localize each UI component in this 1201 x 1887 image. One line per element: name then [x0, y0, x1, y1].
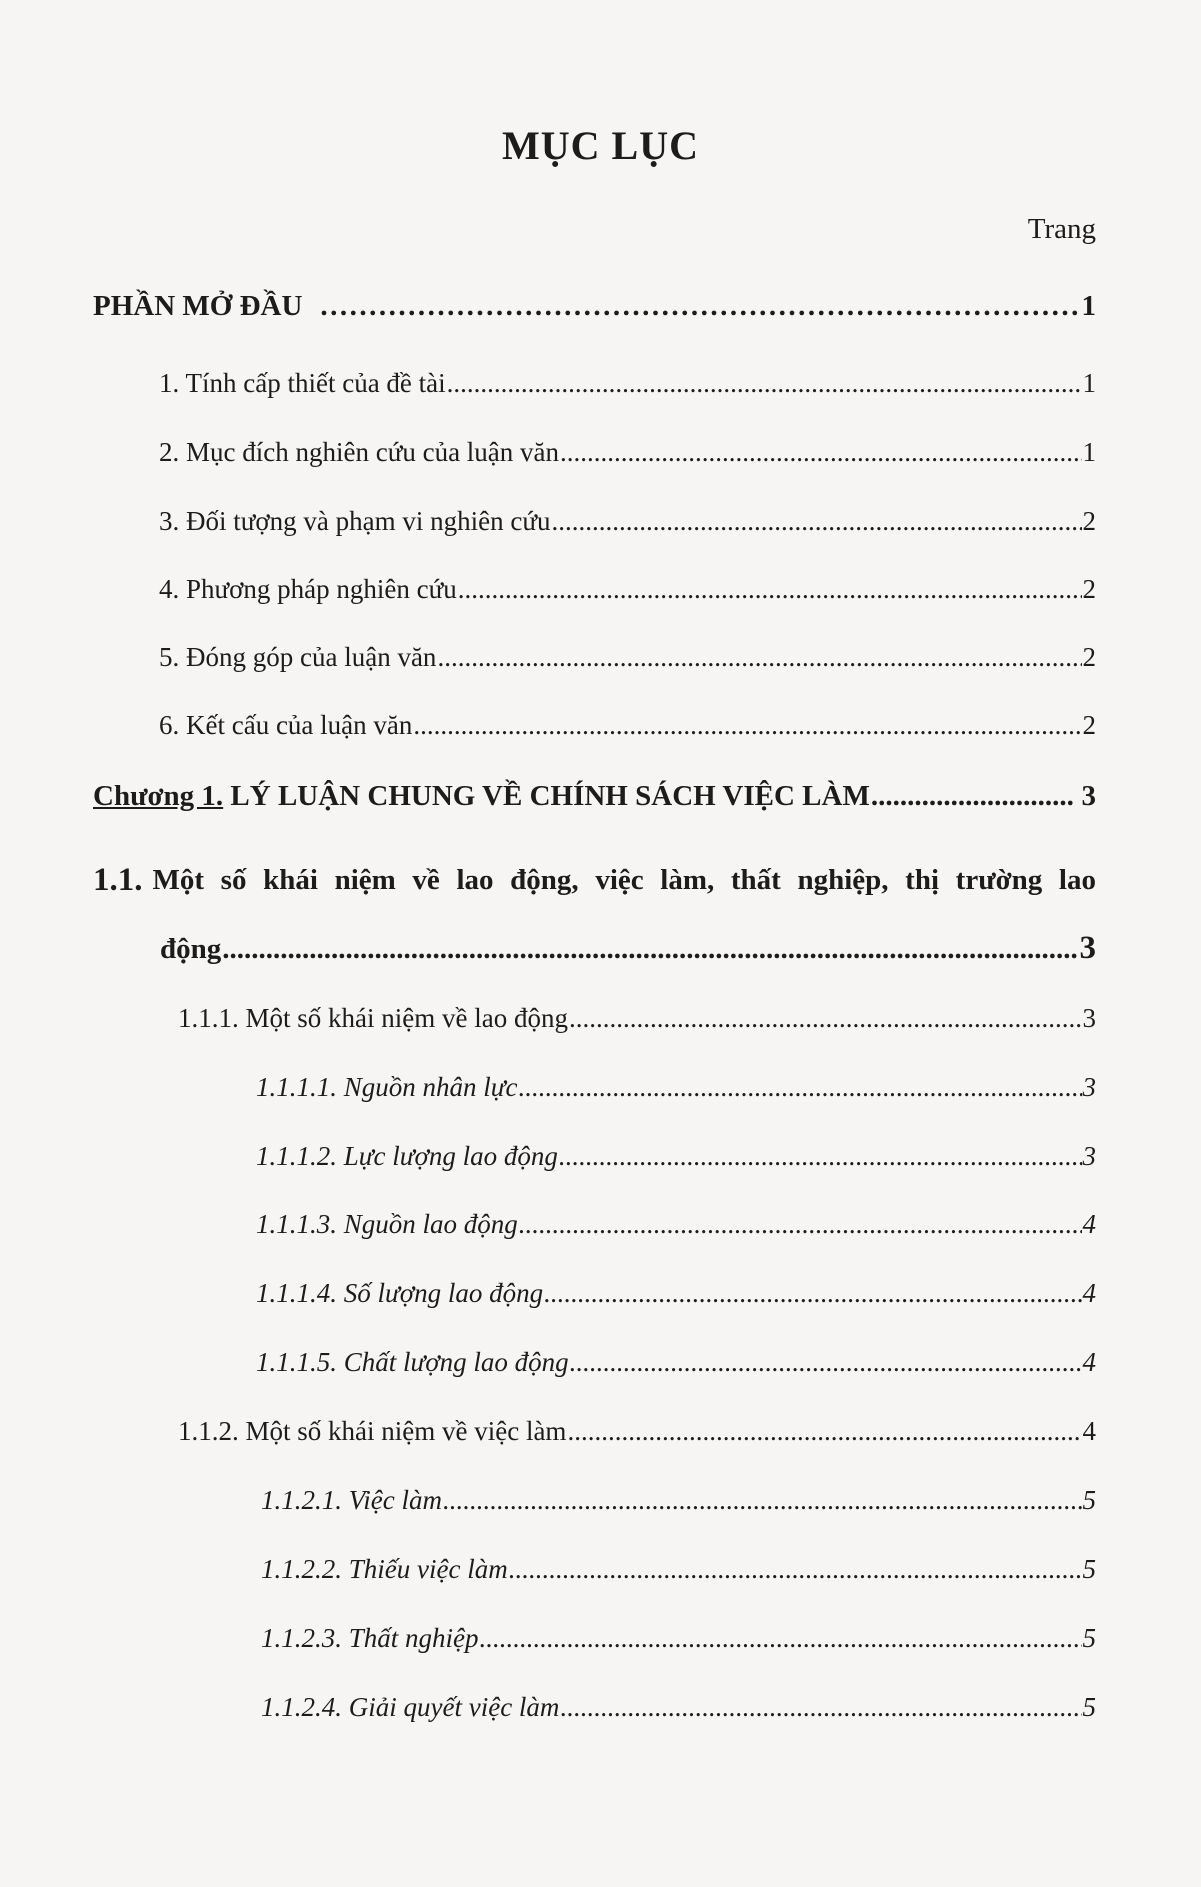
toc-entry-page: 4	[1082, 1209, 1096, 1239]
toc-entry-subsubsection	[261, 1551, 1096, 1587]
toc-entry	[159, 434, 1096, 470]
toc-entry-subsubsection	[256, 1344, 1096, 1380]
leader-dots	[447, 365, 1082, 401]
toc-entry-page: 4	[1082, 1347, 1096, 1377]
toc-entry-page: 2	[1082, 506, 1096, 536]
toc-entry-page: 1	[1082, 437, 1096, 467]
toc-entry-page: 1	[1082, 368, 1096, 398]
toc-entry-label: 1.1.1.1. Nguồn nhân lực	[256, 1072, 518, 1102]
toc-entry-page: 5	[1082, 1692, 1096, 1722]
toc-entry-page: 1	[1081, 290, 1096, 322]
toc-entry-page: 3	[1079, 930, 1096, 966]
toc-entry-page: 4	[1082, 1278, 1096, 1308]
toc-entry-subsubsection	[261, 1689, 1096, 1725]
leader-dots	[560, 434, 1081, 470]
toc-entry-label: 5. Đóng góp của luận văn	[159, 642, 437, 672]
leader-dots	[570, 1344, 1082, 1380]
toc-entry-subsubsection	[256, 1069, 1096, 1105]
toc-entry-label: 1.1.1.5. Chất lượng lao động	[256, 1347, 569, 1377]
toc-entry-page: 5	[1082, 1623, 1096, 1653]
toc-entry-label: 1.1.2. Một số khái niệm về việc làm	[178, 1416, 567, 1446]
leader-dots	[320, 288, 1080, 324]
leader-dots	[560, 1689, 1081, 1725]
toc-entry-label: 1.1.2.1. Việc làm	[261, 1485, 442, 1515]
toc-entry-label: 1.1.2.4. Giải quyết việc làm	[261, 1692, 560, 1722]
section-number: 1.1.	[93, 862, 143, 898]
toc-entry-subsubsection	[261, 1620, 1096, 1656]
leader-dots	[437, 639, 1081, 675]
leader-dots	[222, 929, 1078, 969]
toc-entry-label: 1. Tính cấp thiết của đề tài	[159, 368, 446, 398]
toc-entry-label: 1.1.1.3. Nguồn lao động	[256, 1209, 518, 1239]
leader-dots	[552, 503, 1082, 539]
toc-entry-label: 4. Phương pháp nghiên cứu	[159, 574, 457, 604]
toc-entry	[159, 707, 1096, 743]
toc-entry	[159, 571, 1096, 607]
toc-entry	[159, 639, 1096, 675]
toc-entry-page: 2	[1082, 710, 1096, 740]
toc-entry-label: 1.1.1. Một số khái niệm về lao động	[178, 1003, 568, 1033]
chapter-prefix: Chương 1.	[93, 780, 224, 812]
toc-entry-page: 3	[1081, 780, 1096, 812]
toc-entry-page: 4	[1082, 1416, 1096, 1446]
toc-entry-label: 2. Mục đích nghiên cứu của luận văn	[159, 437, 560, 467]
chapter-title: LÝ LUẬN CHUNG VỀ CHÍNH SÁCH VIỆC LÀM	[230, 780, 870, 812]
leader-dots	[480, 1620, 1082, 1656]
toc-entry-page: 5	[1082, 1485, 1096, 1515]
toc-entry-page: 2	[1082, 642, 1096, 672]
leader-dots	[567, 1413, 1081, 1449]
toc-entry-label: 6. Kết cấu của luận văn	[159, 710, 413, 740]
section-title-line-2	[160, 928, 1096, 969]
section-title-text: Một số khái niệm về lao động, việc làm, thất nghiệp, thị trường lao	[152, 864, 1096, 896]
toc-entry-subsubsection	[256, 1275, 1096, 1311]
toc-entry-subsection	[178, 1413, 1096, 1449]
toc-entry-label: 1.1.1.4. Số lượng lao động	[256, 1278, 544, 1308]
section-title-text: động	[160, 933, 222, 965]
toc-entry-label: 1.1.2.3. Thất nghiệp	[261, 1623, 479, 1653]
toc-entry-subsubsection	[256, 1138, 1096, 1174]
page-column-label: Trang	[1027, 213, 1096, 245]
page-title: MỤC LỤC	[502, 123, 699, 168]
toc-entry-label: 1.1.1.2. Lực lượng lao động	[256, 1141, 558, 1171]
toc-entry-subsubsection	[261, 1482, 1096, 1518]
section-title-line-1	[93, 860, 1096, 900]
leader-dots	[518, 1069, 1081, 1105]
leader-dots	[559, 1138, 1082, 1174]
toc-entry-section-1-1	[93, 860, 1096, 966]
leader-dots	[509, 1551, 1082, 1587]
leader-dots	[413, 707, 1081, 743]
toc-entry-subsection	[178, 1000, 1096, 1036]
leader-dots	[544, 1275, 1081, 1311]
toc-entry	[159, 365, 1096, 401]
toc-entry-page: 2	[1082, 574, 1096, 604]
toc-entry-page: 3	[1082, 1003, 1096, 1033]
toc-entry-page: 3	[1082, 1072, 1096, 1102]
toc-entry-label: 1.1.2.2. Thiếu việc làm	[261, 1554, 508, 1584]
leader-dots	[519, 1206, 1082, 1242]
leader-dots	[443, 1482, 1082, 1518]
toc-entry-subsubsection	[256, 1206, 1096, 1242]
leader-dots	[569, 1000, 1082, 1036]
toc-entry-page: 5	[1082, 1554, 1096, 1584]
toc-entry-page: 3	[1082, 1141, 1096, 1171]
leader-dots	[458, 571, 1082, 607]
toc-entry-label: 3. Đối tượng và phạm vi nghiên cứu	[159, 506, 551, 536]
toc-entry	[159, 503, 1096, 539]
toc-entry-chapter-1	[93, 778, 1096, 814]
toc-entry-label	[93, 778, 870, 814]
toc-entry-label: PHẦN MỞ ĐẦU	[93, 290, 303, 322]
leader-dots	[871, 778, 1073, 814]
toc-entry-intro	[93, 288, 1096, 324]
